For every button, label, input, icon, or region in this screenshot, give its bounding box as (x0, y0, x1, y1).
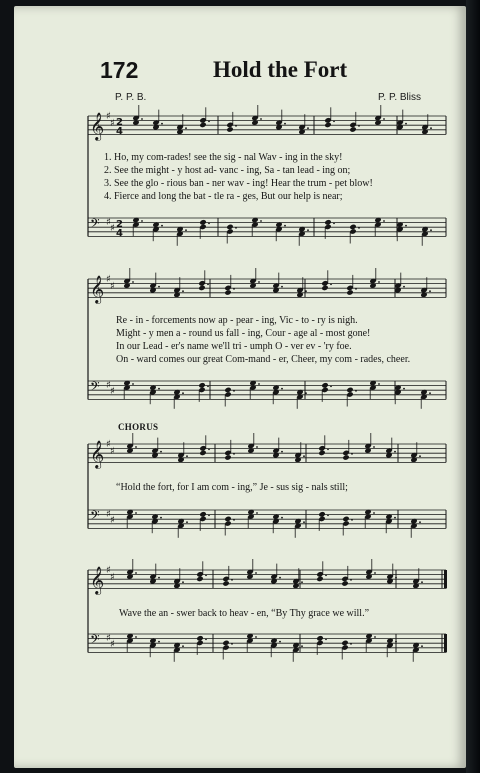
dot-icon (233, 519, 235, 521)
dot-icon (350, 579, 352, 581)
dot-icon (208, 222, 210, 224)
dot-icon (430, 229, 432, 231)
dot-icon (395, 577, 397, 579)
note-head (224, 289, 231, 295)
dot-icon (394, 451, 396, 453)
dot-icon (355, 288, 357, 290)
dot-icon (358, 227, 360, 229)
time-signature-icon: 2 (116, 117, 123, 128)
sharp-icon: ♯ (110, 118, 115, 129)
hymn-number: 172 (100, 57, 139, 83)
note-head (198, 285, 205, 291)
dot-icon (231, 643, 233, 645)
dot-icon (208, 514, 210, 516)
dot-icon (281, 517, 283, 519)
dot-icon (182, 581, 184, 583)
dot-icon (405, 123, 407, 125)
dot-icon (158, 577, 160, 579)
dot-icon (378, 383, 380, 385)
note-head (349, 126, 356, 132)
bass-clef-icon: 𝄢 (90, 508, 100, 526)
dot-icon (260, 118, 262, 120)
dot-icon (429, 290, 431, 292)
dot-icon (235, 227, 237, 229)
dot-icon (307, 127, 309, 129)
verse-1-line-1: 1. Ho, my com-rades! see the sig - nal Wav - ing in the sky! (104, 152, 343, 163)
note-head (226, 126, 233, 132)
dot-icon (132, 281, 134, 283)
dot-icon (373, 446, 375, 448)
time-signature-icon: 4 (116, 126, 123, 137)
dot-icon (205, 638, 207, 640)
words-credit: P. P. B. (115, 92, 147, 103)
dot-icon (301, 645, 303, 647)
dot-icon (327, 448, 329, 450)
dot-icon (281, 388, 283, 390)
dot-icon (233, 288, 235, 290)
dot-icon (279, 577, 281, 579)
dot-icon (281, 451, 283, 453)
treble-clef-icon: 𝄞 (90, 566, 105, 594)
dot-icon (403, 388, 405, 390)
dot-icon (141, 220, 143, 222)
dot-icon (255, 636, 257, 638)
note-head (321, 285, 328, 291)
dot-icon (281, 286, 283, 288)
dot-icon (208, 120, 210, 122)
sharp-icon: ♯ (110, 386, 115, 397)
dot-icon (333, 222, 335, 224)
sharp-icon: ♯ (110, 223, 115, 234)
final-barline (444, 570, 447, 588)
note-head (199, 122, 206, 128)
dot-icon (374, 572, 376, 574)
dot-icon (351, 519, 353, 521)
dot-icon (158, 641, 160, 643)
dot-icon (260, 220, 262, 222)
treble-clef-icon: 𝄞 (90, 275, 105, 303)
dot-icon (373, 512, 375, 514)
sharp-icon: ♯ (106, 274, 111, 285)
dot-icon (305, 290, 307, 292)
treble-clef-icon: 𝄞 (90, 112, 105, 140)
dot-icon (207, 283, 209, 285)
dot-icon (325, 574, 327, 576)
music-credit: P. P. Bliss (378, 92, 421, 103)
dot-icon (421, 645, 423, 647)
time-signature-icon: 2 (116, 219, 123, 230)
dot-icon (182, 392, 184, 394)
dot-icon (358, 125, 360, 127)
sharp-icon: ♯ (110, 446, 115, 457)
sharp-icon: ♯ (106, 217, 111, 228)
sharp-icon: ♯ (106, 439, 111, 450)
dot-icon (383, 118, 385, 120)
dot-icon (186, 521, 188, 523)
note-head (318, 450, 325, 456)
dot-icon (374, 636, 376, 638)
dot-icon (132, 383, 134, 385)
dot-icon (233, 390, 235, 392)
dot-icon (235, 125, 237, 127)
note-head (346, 289, 353, 295)
dot-icon (284, 123, 286, 125)
dot-icon (350, 643, 352, 645)
dot-icon (303, 455, 305, 457)
note-head (196, 576, 203, 582)
treble-clef-icon: 𝄞 (90, 440, 105, 468)
hymn-title: Hold the Fort (213, 57, 348, 82)
dot-icon (255, 572, 257, 574)
dot-icon (135, 572, 137, 574)
dot-icon (256, 512, 258, 514)
final-barline (444, 634, 447, 652)
dot-icon (185, 229, 187, 231)
verse-4-line-2: On - ward comes our great Com-mand - er, Cheer, my com - rades, cheer. (116, 354, 411, 365)
sharp-icon: ♯ (106, 633, 111, 644)
dot-icon (325, 638, 327, 640)
note-head (224, 454, 231, 460)
dot-icon (256, 446, 258, 448)
dot-icon (233, 453, 235, 455)
chorus-line-1: “Hold the fort, for I am com - ing,” Je - sus sig - nals still; (116, 482, 348, 493)
bass-clef-icon: 𝄢 (90, 216, 100, 234)
dot-icon (135, 446, 137, 448)
dot-icon (258, 383, 260, 385)
verse-2-line-1: 2. See the might - y host ad- vanc - ing, Sa - tan lead - ing on; (104, 165, 351, 176)
sharp-icon: ♯ (110, 639, 115, 650)
dot-icon (258, 281, 260, 283)
dot-icon (394, 517, 396, 519)
time-signature-icon: 4 (116, 228, 123, 239)
dot-icon (135, 636, 137, 638)
dot-icon (430, 127, 432, 129)
dot-icon (185, 127, 187, 129)
dot-icon (161, 123, 163, 125)
dot-icon (279, 641, 281, 643)
verse-2-line-2: Might - y men a - round us fall - ing, Cour - age al - most gone! (116, 328, 371, 339)
dot-icon (301, 581, 303, 583)
dot-icon (421, 581, 423, 583)
dot-icon (351, 453, 353, 455)
verse-3-line-2: In our Lead - er's name we'll tri - umph O - ver ev - 'ry foe. (116, 341, 352, 352)
dot-icon (355, 390, 357, 392)
note-head (341, 580, 348, 586)
dot-icon (205, 574, 207, 576)
dot-icon (161, 225, 163, 227)
dot-icon (429, 392, 431, 394)
dot-icon (383, 220, 385, 222)
dot-icon (158, 286, 160, 288)
chorus-line-2: Wave the an - swer back to heav - en, “By Thy grace we will.” (119, 608, 370, 619)
dot-icon (330, 283, 332, 285)
sharp-icon: ♯ (106, 509, 111, 520)
note-head (316, 576, 323, 582)
dot-icon (160, 451, 162, 453)
bass-clef-icon: 𝄢 (90, 632, 100, 650)
sharp-icon: ♯ (106, 380, 111, 391)
verse-3-line-1: 3. See the glo - rious ban - ner wav - ing! Hear the trum - pet blow! (104, 178, 373, 189)
dot-icon (231, 579, 233, 581)
dot-icon (307, 229, 309, 231)
verse-4-line-1: 4. Fierce and long the bat - tle ra - ges, But our help is near; (104, 191, 343, 202)
dot-icon (141, 118, 143, 120)
dot-icon (419, 455, 421, 457)
dot-icon (207, 385, 209, 387)
dot-icon (158, 388, 160, 390)
verse-1-line-2: Re - in - forcements now ap - pear - ing, Vic - to - ry is nigh. (116, 315, 358, 326)
dot-icon (208, 448, 210, 450)
chorus-label: CHORUS (118, 422, 159, 432)
dot-icon (182, 290, 184, 292)
dot-icon (395, 641, 397, 643)
dot-icon (378, 281, 380, 283)
dot-icon (160, 517, 162, 519)
dot-icon (333, 120, 335, 122)
sharp-icon: ♯ (110, 281, 115, 292)
sharp-icon: ♯ (106, 111, 111, 122)
note-head (342, 454, 349, 460)
note-head (199, 450, 206, 456)
sharp-icon: ♯ (110, 515, 115, 526)
dot-icon (403, 286, 405, 288)
dot-icon (186, 455, 188, 457)
dot-icon (405, 225, 407, 227)
dot-icon (327, 514, 329, 516)
dot-icon (135, 512, 137, 514)
dot-icon (419, 521, 421, 523)
bass-clef-icon: 𝄢 (90, 379, 100, 397)
dot-icon (305, 392, 307, 394)
dot-icon (303, 521, 305, 523)
dot-icon (182, 645, 184, 647)
sharp-icon: ♯ (106, 565, 111, 576)
dot-icon (284, 225, 286, 227)
sharp-icon: ♯ (110, 572, 115, 583)
note-head (324, 122, 331, 128)
dot-icon (330, 385, 332, 387)
note-head (222, 580, 229, 586)
